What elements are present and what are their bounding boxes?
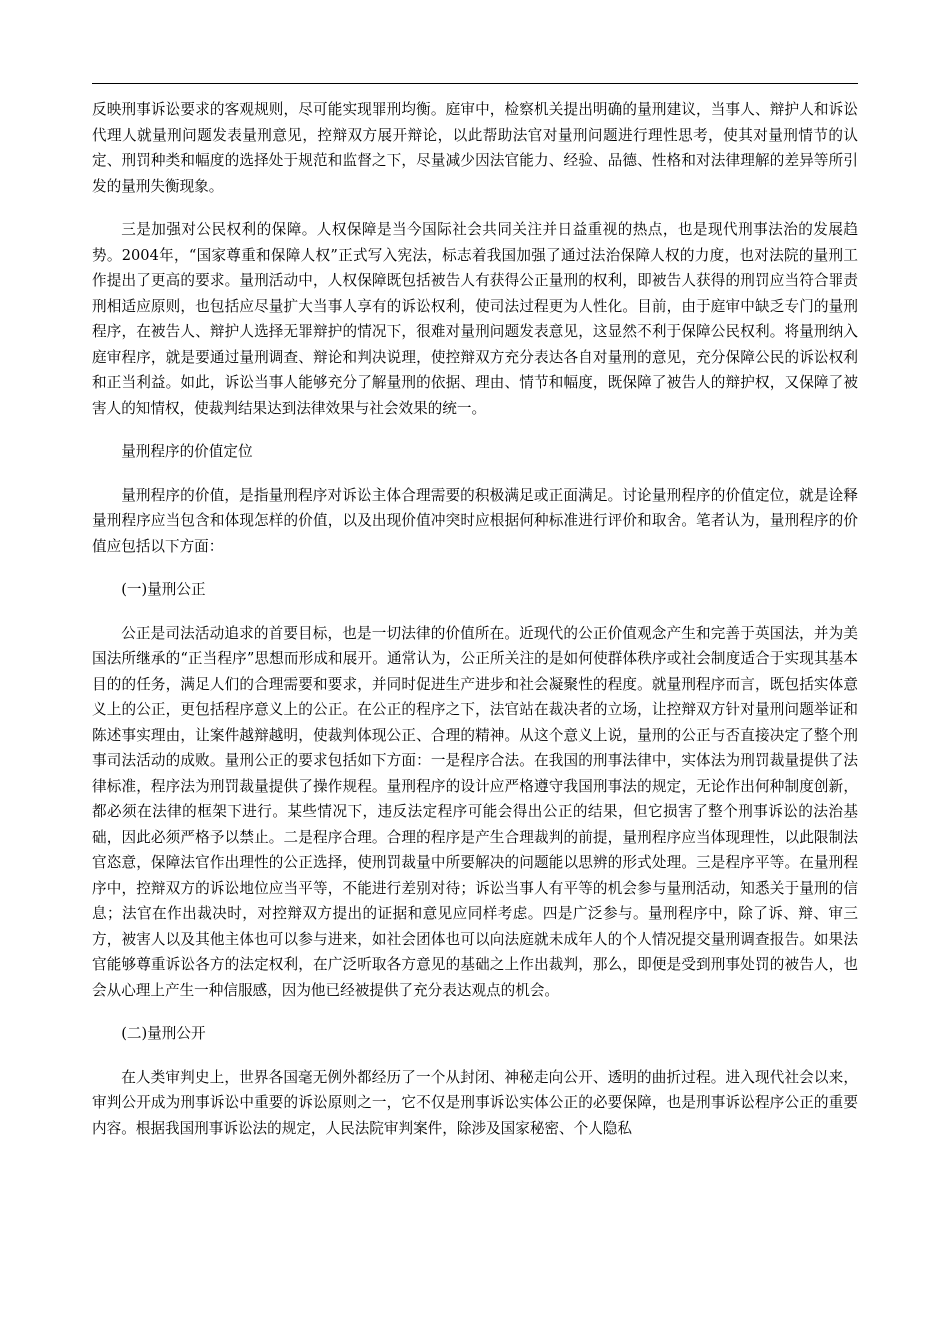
paragraph-2: 三是加强对公民权利的保障。人权保障是当今国际社会共同关注并日益重视的热点，也是现代刑事法治的发展趋势。2004年，“国家尊重和保障人权”正式写入宪法，标志着我国加强了通过法治保障人权的力度，也对法院的量刑工作提出了更高的要求。量刑活动中，人权保障既包括被告人有获得公正量刑的权利，即被告人获得的刑罚应当符合罪责刑相适应原则，也包括应尽量扩大当事人享有的诉讼权利，使司法过程更为人性化。目前，由于庭审中缺乏专门的量刑程序，在被告人、辩护人选择无罪辩护的情况下，很难对量刑问题发表意见，这显然不利于保障公民权利。将量刑纳入庭审程序，就是要通过量刑调查、辩论和判决说理，使控辩双方充分表达各自对量刑的意见，充分保障公民的诉讼权利和正当利益。如此，诉讼当事人能够充分了解量刑的依据、理由、情节和幅度，既保障了被告人的辩护权，又保障了被害人的知情权，使裁判结果达到法律效果与社会效果的统一。 — [92, 221, 858, 417]
paragraph-1: 反映刑事诉讼要求的客观规则，尽可能实现罪刑均衡。庭审中，检察机关提出明确的量刑建议，当事人、辩护人和诉讼代理人就量刑问题发表量刑意见，控辩双方展开辩论，以此帮助法官对量刑问题进行理性思考，使其对量刑情节的认定、刑罚种类和幅度的选择处于规范和监督之下，尽量减少因法官能力、经验、品德、性格和对法律理解的差异等所引发的量刑失衡现象。 — [92, 101, 858, 195]
section-heading-value-positioning: 量刑程序的价值定位 — [121, 443, 253, 460]
paragraph-4: 公正是司法活动追求的首要目标，也是一切法律的价值所在。近现代的公正价值观念产生和完善于英国法，并为美国法所继承的“正当程序”思想而形成和展开。通常认为，公正所关注的是如何使群体秩序或社会制度适合于实现其基本目的的任务，满足人们的合理需要和要求，并同时促进生产进步和社会凝聚性的程度。就量刑程序而言，既包括实体意义上的公正，更包括程序意义上的公正。在公正的程序之下，法官站在裁决者的立场，让控辩双方针对量刑问题举证和陈述事实理由，让案件越辩越明，使裁判体现公正、合理的精神。从这个意义上说，量刑的公正与否直接决定了整个刑事司法活动的成败。量刑公正的要求包括如下方面：一是程序合法。在我国的刑事法律中，实体法为刑罚裁量提供了法律标准，程序法为刑罚裁量提供了操作规程。量刑程序的设计应严格遵守我国刑事法的规定，无论作出何种制度创新，都必须在法律的框架下进行。某些情况下，违反法定程序可能会得出公正的结果，但它损害了整个刑事诉讼的法治基础，因此必须严格予以禁止。二是程序合理。合理的程序是产生合理裁判的前提，量刑程序应当体现理性，以此限制法官恣意，保障法官作出理性的公正选择，使刑罚裁量中所要解决的问题能以思辨的形式处理。三是程序平等。在量刑程序中，控辩双方的诉讼地位应当平等，不能进行差别对待；诉讼当事人有平等的机会参与量刑活动，知悉关于量刑的信息；法官在作出裁决时，对控辩双方提出的证据和意见应同样考虑。四是广泛参与。量刑程序中，除了诉、辩、审三方，被害人以及其他主体也可以参与进来，如社会团体也可以向法庭就未成年人的个人情况提交量刑调查报告。如果法官能够尊重诉讼各方的法定权利，在广泛听取各方意见的基础之上作出裁判，那么，即便是受到刑事处罚的被告人，也会从心理上产生一种信服感，因为他已经被提供了充分表达观点的机会。 — [92, 624, 858, 999]
document-body — [92, 97, 858, 1159]
subheading-sentencing-fairness: (一)量刑公正 — [121, 581, 206, 598]
paragraph-3: 量刑程序的价值，是指量刑程序对诉讼主体合理需要的积极满足或正面满足。讨论量刑程序的价值定位，就是诠释量刑程序应当包含和体现怎样的价值，以及出现价值冲突时应根据何种标准进行评价和取舍。笔者认为，量刑程序的价值应包括以下方面： — [92, 486, 858, 555]
header-rule — [92, 83, 858, 84]
paragraph-5: 在人类审判史上，世界各国毫无例外都经历了一个从封闭、神秘走向公开、透明的曲折过程。进入现代社会以来，审判公开成为刑事诉讼中重要的诉讼原则之一，它不仅是刑事诉讼实体公正的必要保障，也是刑事诉讼程序公正的重要内容。根据我国刑事诉讼法的规定，人民法院审判案件，除涉及国家秘密、个人隐私 — [92, 1068, 858, 1137]
subheading-sentencing-openness: (二)量刑公开 — [121, 1025, 206, 1042]
